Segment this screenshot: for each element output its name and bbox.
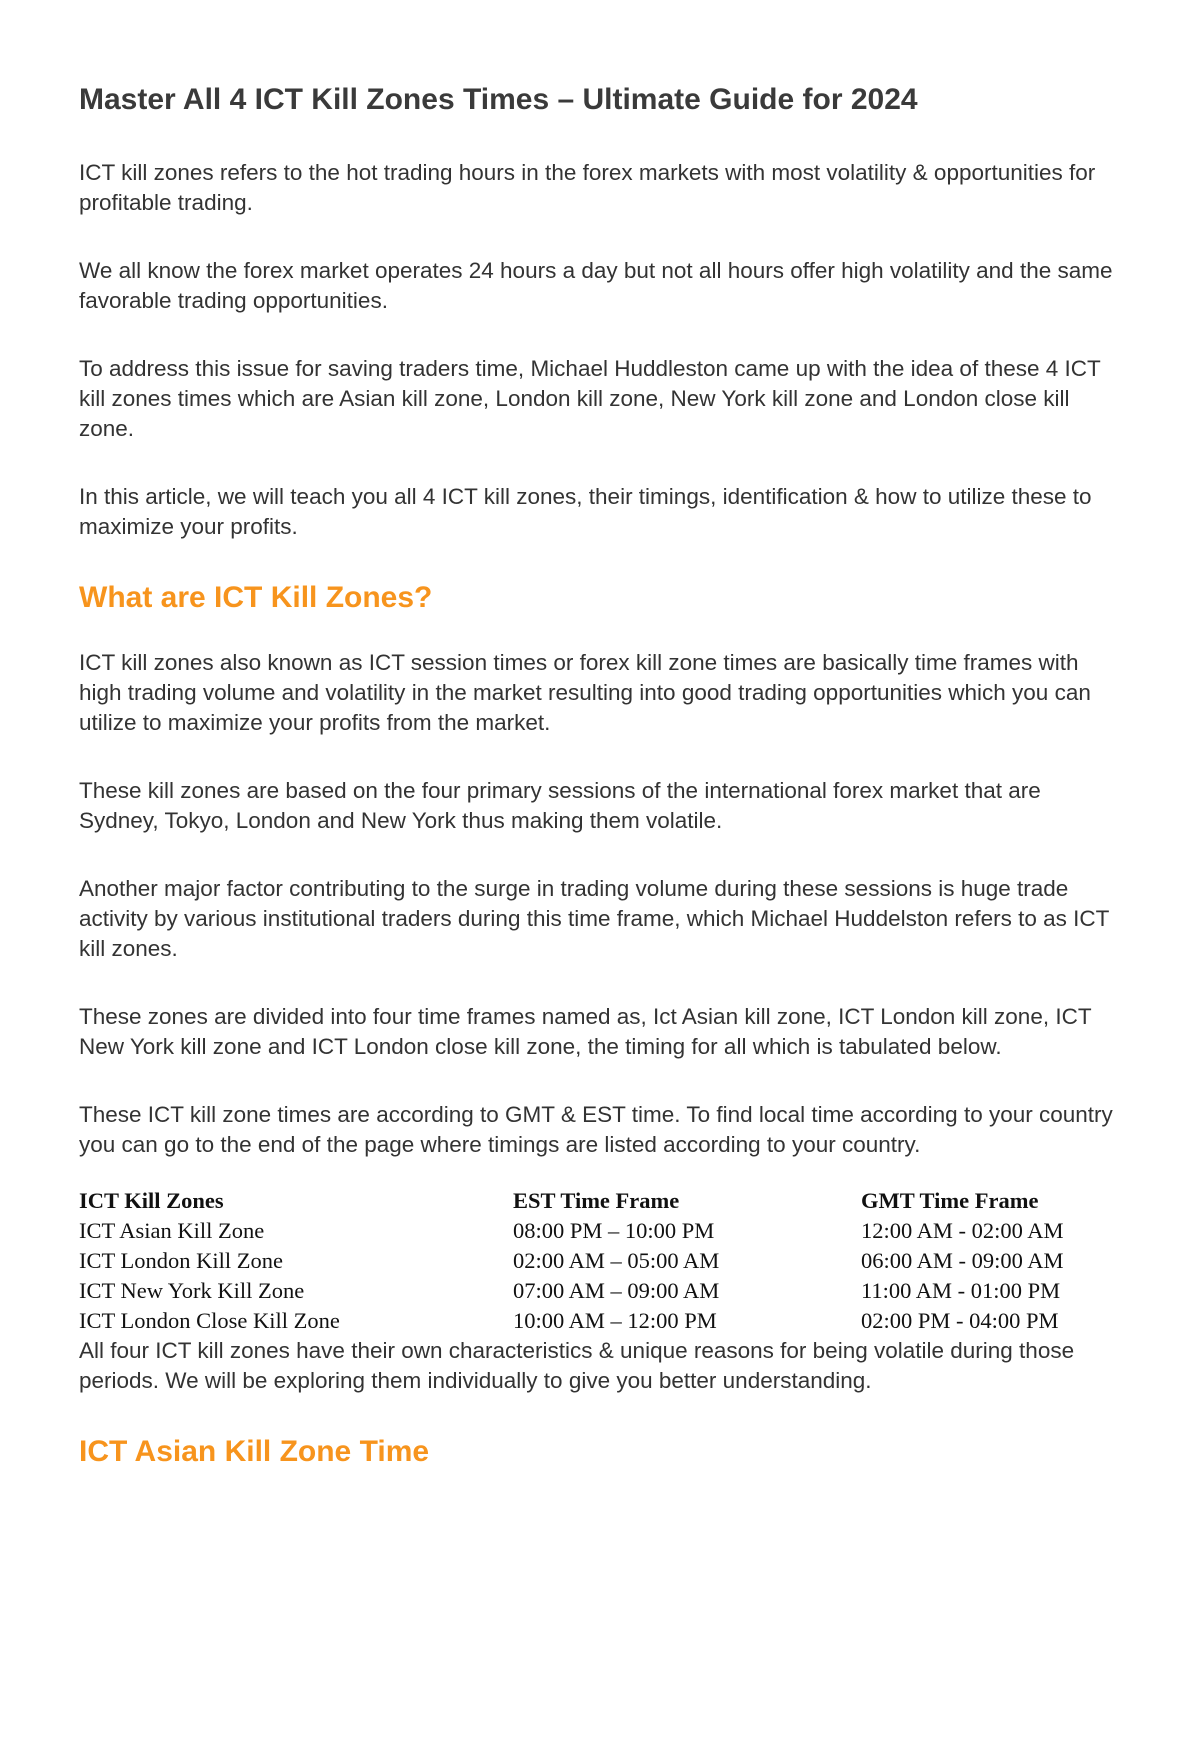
section-heading-what-are-kill-zones: What are ICT Kill Zones? bbox=[79, 581, 433, 614]
page-title: Master All 4 ICT Kill Zones Times – Ultimate Guide for 2024 bbox=[79, 83, 918, 116]
section1-paragraph-3: Another major factor contributing to the surge in trading volume during these sessions is huge trade activity by various institutional traders during this time frame, which Michael Huddelston refers to as ICT kill zones. bbox=[79, 876, 1110, 961]
cell-gmt-time: 11:00 AM - 01:00 PM bbox=[861, 1278, 1061, 1303]
cell-est-time: 10:00 AM – 12:00 PM bbox=[513, 1308, 717, 1333]
intro-paragraph-3: To address this issue for saving traders time, Michael Huddleston came up with the idea of these 4 ICT kill zones times which are Asian kill zone, London kill zone, New York kill zone and London close kill zone. bbox=[79, 356, 1101, 441]
section1-paragraph-2: These kill zones are based on the four primary sessions of the international forex market that are Sydney, Tokyo, London and New York thus making them volatile. bbox=[79, 778, 1041, 833]
cell-est-time: 08:00 PM – 10:00 PM bbox=[513, 1218, 715, 1243]
table-row bbox=[79, 1216, 1119, 1246]
header-est-time-frame: EST Time Frame bbox=[513, 1188, 680, 1213]
section1-paragraph-4: These zones are divided into four time frames named as, Ict Asian kill zone, ICT London kill zone, ICT New York kill zone and ICT London close kill zone, the timing for all which is tabulated below. bbox=[79, 1004, 1092, 1059]
cell-zone-name: ICT London Kill Zone bbox=[79, 1248, 283, 1273]
intro-paragraph-4: In this article, we will teach you all 4 ICT kill zones, their timings, identification & how to utilize these to maximize your profits. bbox=[79, 484, 1092, 539]
table-row bbox=[79, 1276, 1119, 1306]
header-kill-zones: ICT Kill Zones bbox=[79, 1188, 224, 1213]
section-heading-asian-kill-zone: ICT Asian Kill Zone Time bbox=[79, 1435, 430, 1468]
cell-zone-name: ICT London Close Kill Zone bbox=[79, 1308, 340, 1333]
cell-gmt-time: 06:00 AM - 09:00 AM bbox=[861, 1248, 1064, 1273]
intro-paragraph-2: We all know the forex market operates 24 hours a day but not all hours offer high volatility and the same favorable trading opportunities. bbox=[79, 258, 1113, 313]
cell-gmt-time: 02:00 PM - 04:00 PM bbox=[861, 1308, 1059, 1333]
after-table-paragraph: All four ICT kill zones have their own characteristics & unique reasons for being volatile during those periods. We will be exploring them individually to give you better understanding. bbox=[79, 1338, 1075, 1393]
section1-paragraph-5: These ICT kill zone times are according to GMT & EST time. To find local time according to your country you can go to the end of the page where timings are listed according to your country. bbox=[79, 1102, 1113, 1157]
kill-zones-table bbox=[79, 1186, 1119, 1336]
table-row bbox=[79, 1306, 1119, 1336]
table-row bbox=[79, 1246, 1119, 1276]
cell-est-time: 02:00 AM – 05:00 AM bbox=[513, 1248, 720, 1273]
intro-paragraph-1: ICT kill zones refers to the hot trading hours in the forex markets with most volatility & opportunities for profitable trading. bbox=[79, 160, 1096, 215]
cell-gmt-time: 12:00 AM - 02:00 AM bbox=[861, 1218, 1064, 1243]
document-page bbox=[79, 82, 1119, 1502]
table-header-row bbox=[79, 1186, 1119, 1216]
cell-zone-name: ICT Asian Kill Zone bbox=[79, 1218, 265, 1243]
cell-zone-name: ICT New York Kill Zone bbox=[79, 1278, 305, 1303]
header-gmt-time-frame: GMT Time Frame bbox=[861, 1188, 1039, 1213]
cell-est-time: 07:00 AM – 09:00 AM bbox=[513, 1278, 720, 1303]
section1-paragraph-1: ICT kill zones also known as ICT session times or forex kill zone times are basically time frames with high trading volume and volatility in the market resulting into good trading opportunities which you can utilize to maximize your profits from the market. bbox=[79, 650, 1091, 735]
